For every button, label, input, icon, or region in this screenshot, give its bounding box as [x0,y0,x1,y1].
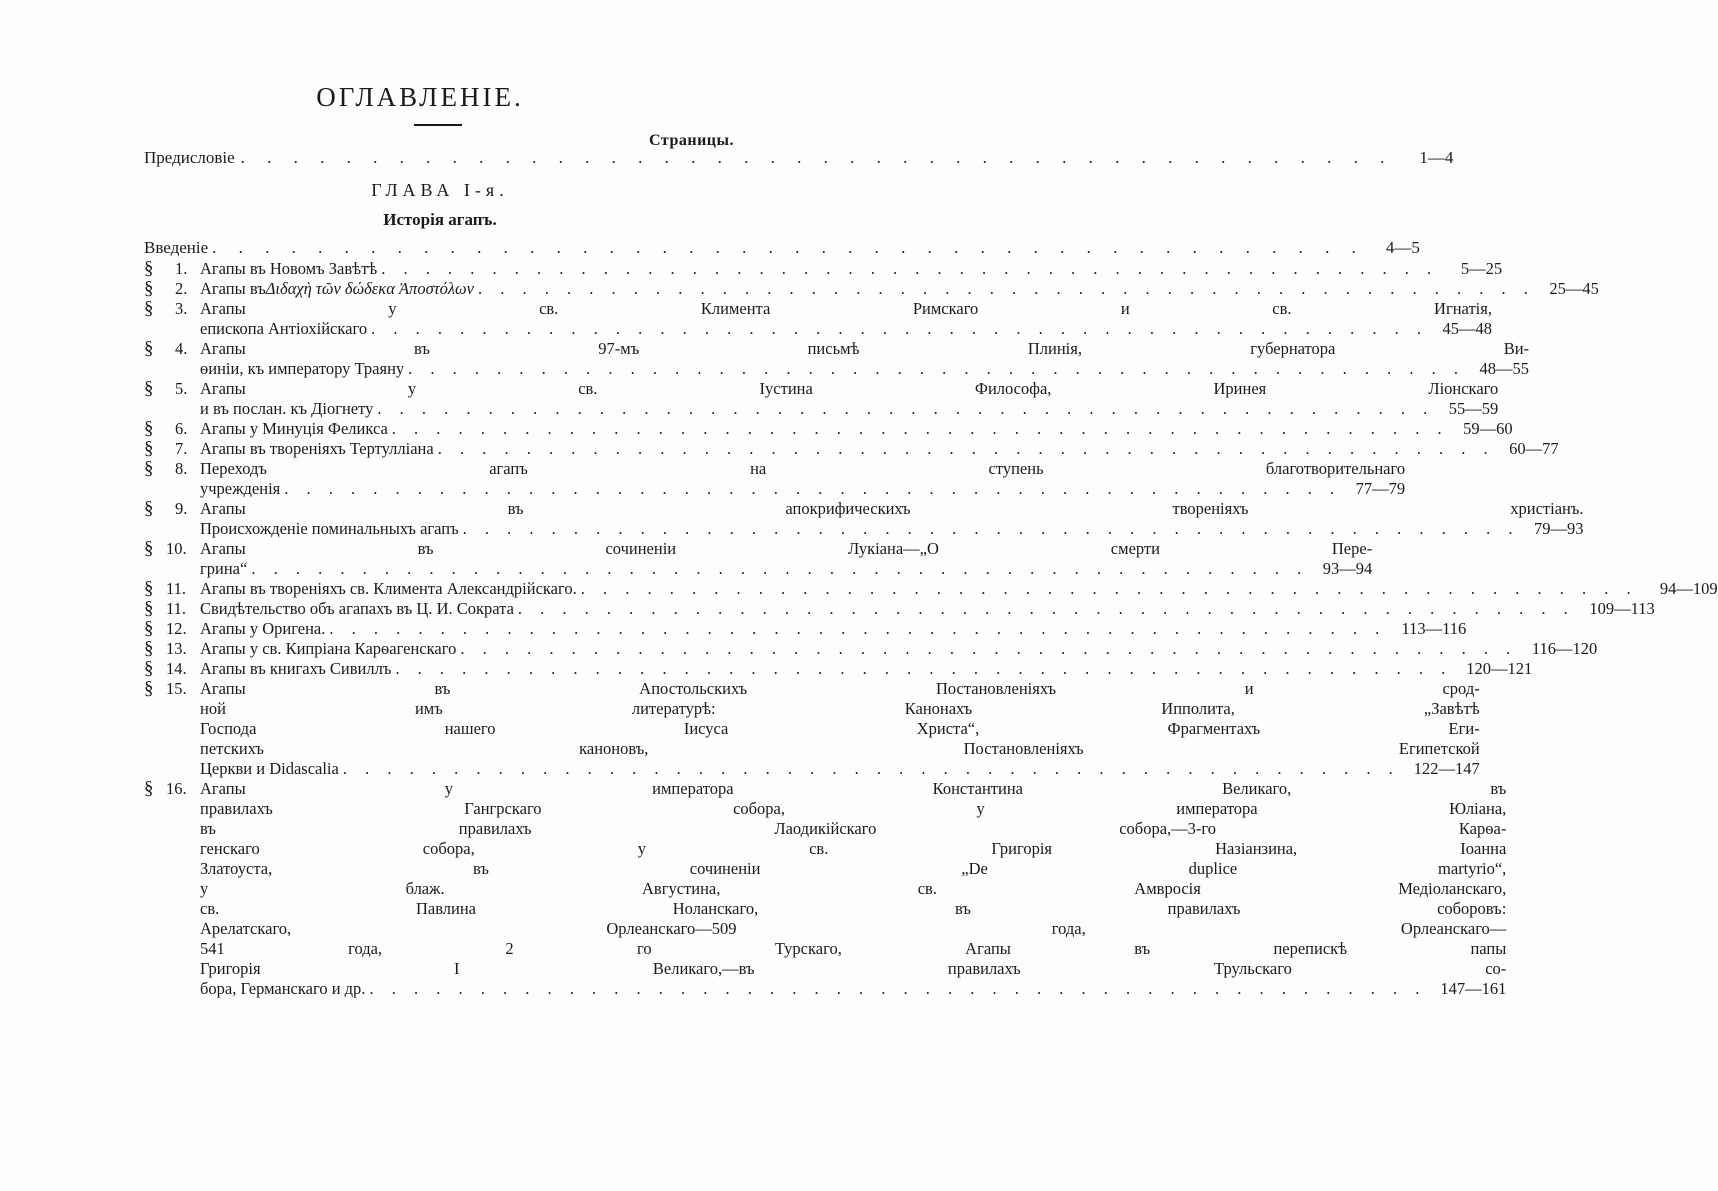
toc-entry[interactable] [144,418,1513,439]
intro-pages: 4—5 [1385,238,1420,257]
section-num: 5. [175,379,188,398]
entry-pages: 109—113 [1589,599,1655,618]
entry-pages: 48—55 [1479,359,1530,378]
section-num: 16. [166,779,187,798]
entry-pages: 79—93 [1534,519,1584,538]
section-num: 4. [175,339,188,358]
entry-text: Агапы у Минуція Феликса [200,419,388,438]
section-number [144,419,200,439]
section-num: 2. [175,279,188,298]
toc-entry[interactable] [144,658,1533,679]
leader-dots: . . . . . . . . . . . . . . . . . . . . . . . . . . . . . . . . . . . . . . . . . . . . . . . . [251,559,1309,578]
section-num: 6. [175,419,188,438]
leader-dots: . . . . . . . . . . . . . . . . . . . . . . . . . . . . . . . . . . . . . . . . . . . . . . . . [381,259,1439,278]
toc-entry[interactable] [144,598,1655,619]
entry-text: св. Павлина Ноланскаго, въ правилахъ соборовъ: [200,899,1507,918]
entry-text: Агапы въ твореніяхъ Тертулліана [200,439,434,458]
section-number [144,459,200,479]
section-sign-icon: § [144,778,154,799]
toc-entry[interactable] [144,638,1598,659]
entry-text: и въ послан. къ Діогнету [200,399,374,418]
entry-pages: 25—45 [1549,279,1599,298]
toc-entry[interactable] [144,538,1373,579]
entry-pages: 93—94 [1322,559,1373,578]
pages-column-header: Страницы. [649,132,734,149]
entry-pages: 94—109 [1659,579,1718,598]
entry-text: Происхожденіе поминальныхъ агапъ [200,519,459,538]
toc-entry-intro[interactable] [144,238,1420,260]
section-number [144,439,200,459]
section-num: 7. [175,439,188,458]
entry-text: Арелатскаго, Орлеанскаго—509 года, Орлеанскаго— [200,919,1507,938]
leader-dots: . . . . . . . . . . . . . . . . . . . . . . . . . . . . . . . . . . . . . . . . . . . . . . . . [408,359,1466,378]
section-num: 8. [175,459,188,478]
entry-text: Агапы у Оригена. [200,619,326,638]
entry-text: Агапы у св. Кипріана Карѳагенскаго [200,639,457,658]
entry-text: епископа Антіохійскаго [200,319,368,338]
section-num: 12. [166,619,187,638]
toc-entry[interactable] [144,458,1406,499]
entry-text: Господа нашего Іисуса Христа“, Фрагментахъ Еги- [200,719,1480,738]
section-sign-icon: § [144,598,154,619]
toc-entry[interactable] [144,438,1559,459]
entry-text-greek: Διδαχὴ τῶν δώδεκα Ἀποστόλων [265,279,474,298]
entry-pages: 116—120 [1531,639,1598,658]
section-sign-icon: § [144,618,154,639]
section-sign-icon: § [144,638,154,659]
section-num: 11. [166,579,187,598]
page-title: ОГЛАВЛЕНІЕ. [316,82,524,112]
section-number [144,379,200,399]
entry-pages: 122—147 [1413,759,1480,778]
leader-dots: . . . . . . . . . . . . . . . . . . . . . . . . . . . . . . . . . . . . . . . . . . . . . . . . [517,599,1575,618]
entry-text: ной имъ литературѣ: Канонахъ Ипполита, „Завѣтѣ [200,699,1480,718]
section-number [144,599,200,619]
entry-text: Церкви и Didascalia [200,759,339,778]
section-sign-icon: § [144,278,154,299]
section-number [144,299,200,319]
section-num: 15. [166,679,187,698]
entry-text: петскихъ каноновъ, Постановленіяхъ Египетской [200,739,1480,758]
entry-text: Агапы у св. Іустина Философа, Иринея Ліонскаго [200,379,1499,398]
entry-text: ѳиніи, къ императору Траяну [200,359,405,378]
preface-label: Предисловіе [144,148,235,167]
leader-dots: . . . . . . . . . . . . . . . . . . . . . . . . . . . . . . . . . . . . . . . . . . . . . . . . [369,979,1427,998]
entry-text: правилахъ Гангрскаго собора, у императора Юліана, [200,799,1507,818]
section-num: 10. [166,539,187,558]
entry-text: Агапы въ 97-мъ письмѣ Плинія, губернатора Ви- [200,339,1530,358]
entry-text: учрежденія [200,479,281,498]
section-sign-icon: § [144,658,154,679]
entry-text: въ правилахъ Лаодикійскаго собора,—3-го Карѳа- [200,819,1507,838]
entry-pages: 113—116 [1401,619,1467,638]
toc-entry[interactable] [144,338,1530,379]
section-sign-icon: § [144,498,154,519]
entry-text: Агапы въ Новомъ Завѣтѣ [200,259,378,278]
preface-pages: 1—4 [1419,148,1454,167]
entry-text: Агапы въ [200,279,266,298]
section-number [144,499,200,519]
entry-text: бора, Германскаго и др. [200,979,366,998]
section-sign-icon: § [144,678,154,699]
entry-text: Агапы въ сочиненіи Лукіана—„О смерти Пере- [200,539,1373,558]
entry-text: Агапы у императора Константина Великаго, въ [200,779,1507,798]
leader-dots: . . . . . . . . . . . . . . . . . . . . . . . . . . . . . . . . . . . . . . . . . . . . [212,238,1365,257]
entry-text: Агапы въ апокрифическихъ твореніяхъ христіанъ. [200,499,1584,518]
table-of-contents [144,258,1718,999]
section-num: 11. [166,599,187,618]
section-number [144,639,200,659]
section-number [144,579,200,599]
toc-entry[interactable] [144,378,1499,419]
section-number [144,539,200,559]
entry-text: 541 года, 2 го Турскаго, Агапы въ перепискѣ папы [200,939,1507,958]
section-sign-icon: § [144,418,154,439]
title-rule [414,124,462,126]
toc-entry[interactable] [144,618,1467,639]
toc-entry[interactable] [144,278,1599,299]
toc-entry[interactable] [144,778,1507,999]
section-number [144,259,200,279]
leader-dots: . . . . . . . . . . . . . . . . . . . . . . . . . . . . . . . . . . . . . . . . . . . . . . . . [342,759,1400,778]
section-sign-icon: § [144,258,154,279]
leader-dots: . . . . . . . . . . . . . . . . . . . . . . . . . . . . . . . . . . . . . . . . . . . . . . . . [395,659,1453,678]
section-number [144,659,200,679]
toc-entry[interactable] [144,498,1584,539]
leader-dots: . . . . . . . . . . . . . . . . . . . . . . . . . . . . . . . . . . . . . . . . . . . . . . . . [329,619,1387,638]
entry-text: Переходъ агапъ на ступень благотворительнаго [200,459,1406,478]
section-number [144,279,200,299]
section-num: 14. [166,659,187,678]
section-sign-icon: § [144,298,154,319]
section-number [144,779,200,799]
entry-text: Свидѣтельство объ агапахъ въ Ц. И. Сократа [200,599,514,618]
section-number [144,619,200,639]
section-number [144,339,200,359]
section-number [144,679,200,699]
entry-pages: 147—161 [1440,979,1507,998]
leader-dots: . . . . . . . . . . . . . . . . . . . . . . . . . . . . . . . . . . . . . . . . . . . . . . . . [377,399,1435,418]
toc-entry[interactable] [144,258,1503,279]
entry-text: Агапы въ твореніяхъ св. Климента Александрійскаго. [200,579,577,598]
section-num: 3. [175,299,188,318]
section-sign-icon: § [144,438,154,459]
section-num: 9. [175,499,188,518]
toc-entry[interactable] [144,298,1492,339]
leader-dots: . . . . . . . . . . . . . . . . . . . . . . . . . . . . . . . . . . . . . . . . . . . . [240,148,1394,167]
toc-entry[interactable] [144,678,1480,779]
entry-text: генскаго собора, у св. Григорія Назіанзина, Іоанна [200,839,1507,858]
entry-text: Григорія I Великаго,—въ правилахъ Трульскаго со- [200,959,1507,978]
leader-dots: . . . . . . . . . . . . . . . . . . . . . . . . . . . . . . . . . . . . . . . . . . . . . . . . [478,279,1535,298]
entry-pages: 59—60 [1463,419,1513,438]
section-sign-icon: § [144,578,154,599]
entry-pages: 45—48 [1442,319,1492,338]
leader-dots: . . . . . . . . . . . . . . . . . . . . . . . . . . . . . . . . . . . . . . . . . . . . . . . . [371,319,1428,338]
leader-dots: . . . . . . . . . . . . . . . . . . . . . . . . . . . . . . . . . . . . . . . . . . . . . . . . [460,639,1518,658]
entry-text: Агапы въ Апостольскихъ Постановленіяхъ и срод- [200,679,1480,698]
entry-text: Агапы въ книгахъ Сивиллъ [200,659,392,678]
leader-dots: . . . . . . . . . . . . . . . . . . . . . . . . . . . . . . . . . . . . . . . . . . . . . . . . [437,439,1495,458]
section-sign-icon: § [144,378,154,399]
toc-entry[interactable] [144,578,1718,599]
entry-pages: 120—121 [1466,659,1533,678]
entry-pages: 77—79 [1355,479,1406,498]
entry-text: у блаж. Августина, св. Амвросія Медіоланскаго, [200,879,1507,898]
section-num: 13. [166,639,187,658]
toc-entry-preface[interactable] [144,148,1454,170]
chapter-subtitle: Исторія агапъ. [383,210,497,229]
leader-dots: . . . . . . . . . . . . . . . . . . . . . . . . . . . . . . . . . . . . . . . . . . . . . . . . [580,579,1638,598]
leader-dots: . . . . . . . . . . . . . . . . . . . . . . . . . . . . . . . . . . . . . . . . . . . . . . . . [284,479,1342,498]
entry-pages: 55—59 [1448,399,1499,418]
entry-text: Агапы у св. Климента Римскаго и св. Игнатія, [200,299,1492,318]
section-num: 1. [175,259,188,278]
section-sign-icon: § [144,538,154,559]
entry-text: грина“ [200,559,248,578]
entry-pages: 60—77 [1509,439,1559,458]
intro-label: Введеніе [144,238,209,257]
leader-dots: . . . . . . . . . . . . . . . . . . . . . . . . . . . . . . . . . . . . . . . . . . . . . . . . [462,519,1520,538]
leader-dots: . . . . . . . . . . . . . . . . . . . . . . . . . . . . . . . . . . . . . . . . . . . . . . . . [391,419,1449,438]
section-sign-icon: § [144,458,154,479]
chapter-title: ГЛАВА І-я. [371,180,509,200]
entry-pages: 5—25 [1460,259,1503,278]
section-sign-icon: § [144,338,154,359]
entry-text: Златоуста, въ сочиненіи „De duplice martyrio“, [200,859,1507,878]
